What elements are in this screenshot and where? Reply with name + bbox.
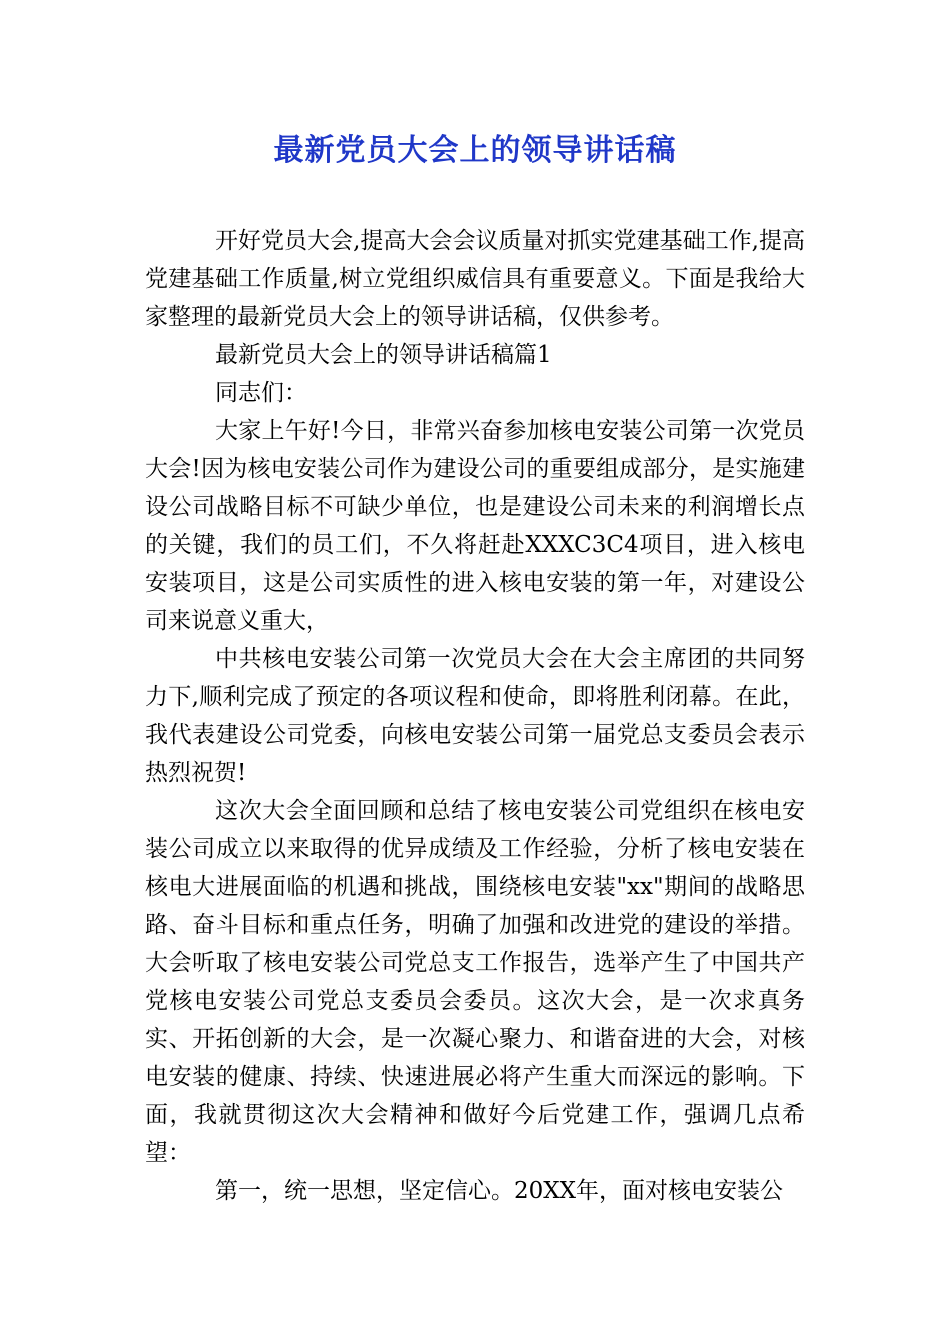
paragraph-intro: 开好党员大会,提高大会会议质量对抓实党建基础工作,提高党建基础工作质量,树立党组织威信具有重要意义。下面是我给大家整理的最新党员大会上的领导讲话稿，仅供参考。 bbox=[145, 228, 805, 330]
paragraph-review: 这次大会全面回顾和总结了核电安装公司党组织在核电安装公司成立以来取得的优异成绩及工作经验，分析了核电安装在核电大进展面临的机遇和挑战，围绕核电安装"xx"期间的战略思路、奋斗目标和重点任务，明确了加强和改进党的建设的举措。大会听取了核电安装公司党总支工作报告，选举产生了中国共产党核电安装公司党总支委员会委员。这次大会，是一次求真务实、开拓创新的大会，是一次凝心聚力、和谐奋进的大会，对核电安装的健康、持续、快速进展必将产生重大而深远的影响。下面，我就贯彻这次大会精神和做好今后党建工作，强调几点希望： bbox=[145, 798, 805, 1166]
paragraph-first-point: 第一，统一思想，坚定信心。20XX年，面对核电安装公 bbox=[215, 1178, 784, 1204]
document-title: 最新党员大会上的领导讲话稿 bbox=[273, 133, 677, 168]
paragraph-congratulation: 中共核电安装公司第一次党员大会在大会主席团的共同努力下,顺利完成了预定的各项议程和使命，即将胜利闭幕。在此，我代表建设公司党委，向核电安装公司第一届党总支委员会表示热烈祝贺! bbox=[145, 646, 805, 786]
document-body bbox=[145, 222, 805, 1210]
paragraph-greeting: 大家上午好!今日，非常兴奋参加核电安装公司第一次党员大会!因为核电安装公司作为建设公司的重要组成部分，是实施建设公司战略目标不可缺少单位，也是建设公司未来的利润增长点的关键，我们的员工们，不久将赶赴XXXC3C4项目，进入核电安装项目，这是公司实质性的进入核电安装的第一年，对建设公司来说意义重大， bbox=[145, 418, 805, 634]
paragraph-salutation: 同志们： bbox=[215, 380, 307, 406]
paragraph-section-heading: 最新党员大会上的领导讲话稿篇1 bbox=[215, 342, 552, 368]
